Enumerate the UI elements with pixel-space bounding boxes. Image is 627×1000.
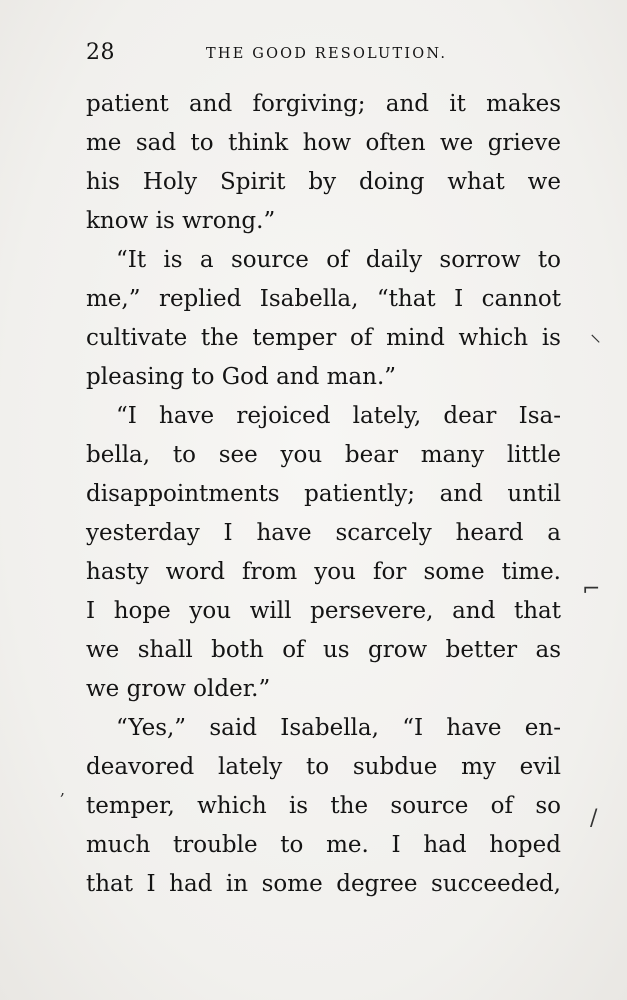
running-title: THE GOOD RESOLUTION. <box>206 46 448 62</box>
text-line: me sad to think how often we grieve <box>86 130 561 156</box>
page-header <box>86 40 561 70</box>
ink-mark: , <box>60 780 66 799</box>
body-text <box>86 85 561 904</box>
text-line: bella, to see you bear many little <box>86 442 561 468</box>
text-line: we grow older.” <box>86 676 271 702</box>
text-line: hasty word from you for some time. <box>86 559 561 585</box>
text-line: know is wrong.” <box>86 208 276 234</box>
text-line: deavored lately to subdue my evil <box>86 754 561 780</box>
text-line: we shall both of us grow better as <box>86 637 561 663</box>
page-number: 28 <box>86 40 115 65</box>
text-line: disappointments patiently; and until <box>86 481 561 507</box>
text-line: patient and forgiving; and it makes <box>86 91 561 117</box>
text-line: his Holy Spirit by doing what we <box>86 169 561 195</box>
ink-mark: ⌐ <box>582 577 601 602</box>
text-line: “I have rejoiced lately, dear Isa- <box>116 403 561 429</box>
text-line: “It is a source of daily sorrow to <box>116 247 561 273</box>
ink-mark: ⸜ <box>590 322 602 347</box>
text-line: “Yes,” said Isabella, “I have en- <box>116 715 561 741</box>
text-line: much trouble to me. I had hoped <box>86 832 561 858</box>
text-line: cultivate the temper of mind which is <box>86 325 561 351</box>
text-line: temper, which is the source of so <box>86 793 561 819</box>
text-line: me,” replied Isabella, “that I cannot <box>86 286 561 312</box>
text-line: I hope you will persevere, and that <box>86 598 561 624</box>
ink-mark: / <box>590 806 598 831</box>
text-line: yesterday I have scarcely heard a <box>86 520 561 546</box>
text-line: that I had in some degree succeeded, <box>86 871 561 897</box>
text-line: pleasing to God and man.” <box>86 364 397 390</box>
